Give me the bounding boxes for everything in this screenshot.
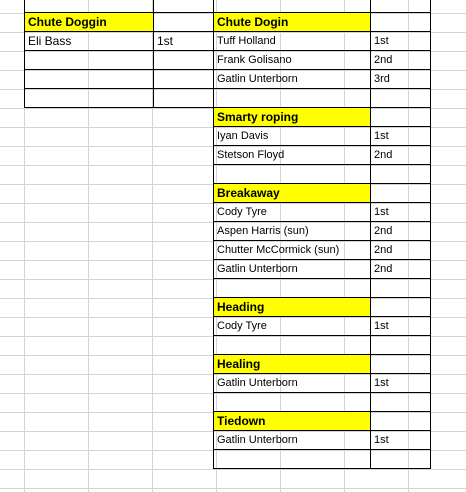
name-cell[interactable] — [25, 51, 154, 70]
name-cell[interactable]: Frank Golisano — [214, 51, 371, 70]
cell[interactable] — [154, 13, 214, 32]
blank-row — [214, 89, 431, 108]
table-row — [214, 374, 431, 393]
table-row — [214, 146, 431, 165]
name-cell[interactable]: Aspen Harris (sun) — [214, 222, 371, 241]
section-header-cell[interactable]: Chute Doggin — [25, 13, 154, 32]
section-header-cell[interactable]: Breakaway — [214, 184, 371, 203]
cell[interactable] — [371, 108, 431, 127]
cell[interactable] — [371, 165, 431, 184]
place-cell[interactable]: 1st — [371, 317, 431, 336]
name-cell[interactable]: Cody Tyre — [214, 203, 371, 222]
place-cell[interactable]: 1st — [371, 431, 431, 450]
name-cell[interactable]: Cody Tyre — [214, 317, 371, 336]
cell[interactable] — [371, 0, 431, 13]
table-row — [25, 70, 214, 89]
place-cell[interactable]: 2nd — [371, 241, 431, 260]
section-header-row — [214, 298, 431, 317]
table-row — [25, 0, 214, 13]
results-table — [213, 0, 431, 469]
name-cell[interactable]: Iyan Davis — [214, 127, 371, 146]
section-header-cell[interactable]: Tiedown — [214, 412, 371, 431]
cell[interactable] — [214, 450, 371, 469]
cell[interactable] — [214, 279, 371, 298]
place-cell[interactable] — [154, 89, 214, 108]
blank-row — [214, 450, 431, 469]
cell[interactable] — [25, 0, 154, 13]
table-row — [214, 317, 431, 336]
name-cell[interactable]: Gatlin Unterborn — [214, 431, 371, 450]
name-cell[interactable]: Gatlin Unterborn — [214, 374, 371, 393]
place-cell[interactable]: 1st — [371, 374, 431, 393]
cell[interactable] — [371, 355, 431, 374]
section-header-row — [214, 355, 431, 374]
cell[interactable] — [154, 0, 214, 13]
cell[interactable] — [214, 393, 371, 412]
cell[interactable] — [371, 13, 431, 32]
name-cell[interactable]: Gatlin Unterborn — [214, 260, 371, 279]
place-cell[interactable]: 2nd — [371, 260, 431, 279]
section-header-cell[interactable]: Heading — [214, 298, 371, 317]
table-row — [214, 431, 431, 450]
cell[interactable] — [371, 279, 431, 298]
place-cell[interactable]: 1st — [371, 203, 431, 222]
name-cell[interactable]: Gatlin Unterborn — [214, 70, 371, 89]
table-row — [25, 51, 214, 70]
section-header-row — [214, 108, 431, 127]
name-cell[interactable]: Stetson Floyd — [214, 146, 371, 165]
chute-doggin-table — [24, 0, 214, 108]
section-header-cell[interactable]: Chute Dogin — [214, 13, 371, 32]
cell[interactable] — [214, 165, 371, 184]
name-cell[interactable]: Tuff Holland — [214, 32, 371, 51]
name-cell[interactable]: Eli Bass — [25, 32, 154, 51]
table-row — [214, 32, 431, 51]
cell[interactable] — [371, 89, 431, 108]
section-header-row — [214, 13, 431, 32]
blank-row — [214, 393, 431, 412]
cell[interactable] — [371, 393, 431, 412]
table-row — [25, 89, 214, 108]
cell[interactable] — [214, 89, 371, 108]
place-cell[interactable] — [154, 51, 214, 70]
table-row — [214, 222, 431, 241]
place-cell[interactable]: 1st — [371, 127, 431, 146]
name-cell[interactable]: Chutter McCormick (sun) — [214, 241, 371, 260]
place-cell[interactable]: 2nd — [371, 146, 431, 165]
blank-row — [214, 336, 431, 355]
cell[interactable] — [214, 0, 371, 13]
name-cell[interactable] — [25, 89, 154, 108]
cell[interactable] — [371, 184, 431, 203]
place-cell[interactable]: 1st — [154, 32, 214, 51]
place-cell[interactable] — [154, 70, 214, 89]
table-row — [214, 241, 431, 260]
place-cell[interactable]: 1st — [371, 32, 431, 51]
place-cell[interactable]: 2nd — [371, 222, 431, 241]
table-row — [214, 0, 431, 13]
place-cell[interactable]: 2nd — [371, 51, 431, 70]
blank-row — [214, 165, 431, 184]
cell[interactable] — [371, 298, 431, 317]
table-row — [214, 260, 431, 279]
name-cell[interactable] — [25, 70, 154, 89]
section-header-cell[interactable]: Healing — [214, 355, 371, 374]
table-row — [214, 70, 431, 89]
blank-row — [214, 279, 431, 298]
cell[interactable] — [371, 336, 431, 355]
section-header-cell[interactable]: Smarty roping — [214, 108, 371, 127]
cell[interactable] — [371, 412, 431, 431]
section-header-row — [214, 184, 431, 203]
section-header-row — [214, 412, 431, 431]
table-row — [214, 127, 431, 146]
place-cell[interactable]: 3rd — [371, 70, 431, 89]
table-row — [25, 13, 214, 32]
table-row — [214, 203, 431, 222]
cell[interactable] — [214, 336, 371, 355]
cell[interactable] — [371, 450, 431, 469]
table-row — [25, 32, 214, 51]
table-row — [214, 51, 431, 70]
